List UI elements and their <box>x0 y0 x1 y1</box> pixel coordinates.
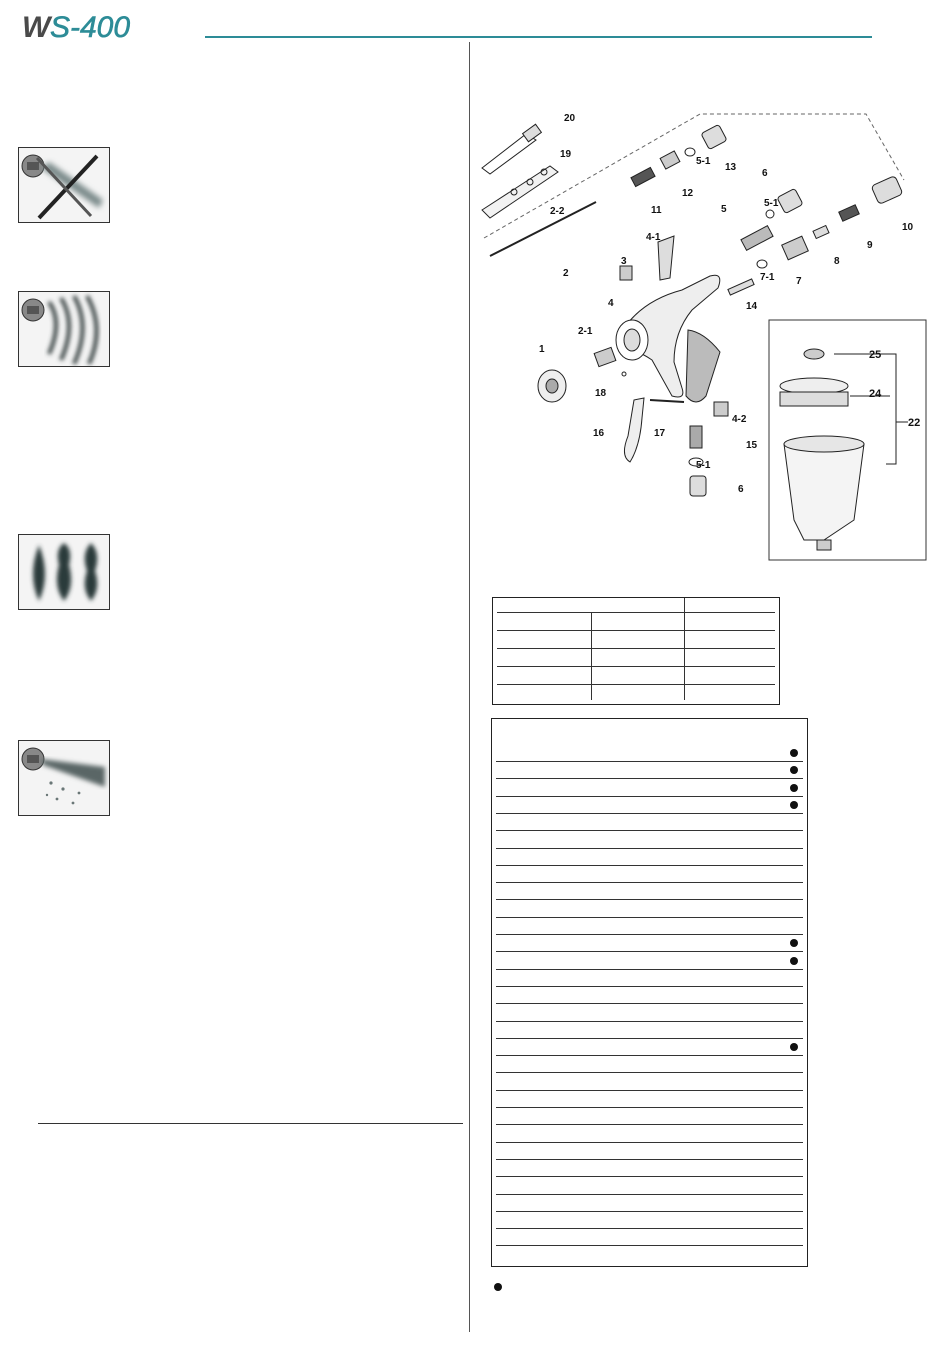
table-row-rule <box>496 1055 803 1056</box>
table-row-rule <box>496 761 803 762</box>
ws-400-logo <box>22 10 207 44</box>
table-row-rule <box>496 796 803 797</box>
svg-text:7: 7 <box>796 276 802 287</box>
table-row-rule <box>496 1176 803 1177</box>
table-row-rule <box>496 1090 803 1091</box>
svg-text:3: 3 <box>621 256 627 267</box>
svg-text:4-1: 4-1 <box>646 232 661 243</box>
svg-text:5-1: 5-1 <box>764 198 779 209</box>
table-row-rule <box>496 1072 803 1073</box>
table-row-rule <box>496 1142 803 1143</box>
svg-text:18: 18 <box>595 388 607 399</box>
table-row-rule <box>496 969 803 970</box>
row-marker-dot <box>790 957 798 965</box>
footnote-rule <box>38 1123 463 1124</box>
spitting-spray-icon <box>18 740 110 816</box>
table-row-rule <box>496 951 803 952</box>
svg-text:4-2: 4-2 <box>732 414 747 425</box>
svg-text:22: 22 <box>908 417 921 429</box>
svg-text:2-1: 2-1 <box>578 326 593 337</box>
table-row-rule <box>496 882 803 883</box>
table-row-rule <box>496 917 803 918</box>
svg-text:10: 10 <box>902 222 914 233</box>
header-rule <box>205 36 872 38</box>
table-row-rule <box>496 899 803 900</box>
column-divider <box>469 42 470 1332</box>
row-marker-dot <box>790 784 798 792</box>
incorrect-spray-icon <box>18 147 110 223</box>
svg-text:2: 2 <box>563 268 569 279</box>
svg-text:9: 9 <box>867 240 873 251</box>
spray-pattern-shapes-icon <box>18 534 110 610</box>
row-marker-dot <box>790 939 798 947</box>
table-row-rule <box>496 848 803 849</box>
table-row-rule <box>496 1003 803 1004</box>
svg-text:8: 8 <box>834 256 840 267</box>
table-row-rule <box>496 1211 803 1212</box>
spec-table <box>492 597 780 705</box>
table-row-rule <box>496 1228 803 1229</box>
table-row-rule <box>496 1038 803 1039</box>
table-row-rule <box>496 778 803 779</box>
table-row-rule <box>496 1159 803 1160</box>
svg-text:14: 14 <box>746 301 758 312</box>
svg-text:16: 16 <box>593 428 605 439</box>
spray-bands-icon <box>18 291 110 367</box>
svg-text:20: 20 <box>564 113 576 124</box>
svg-text:24: 24 <box>869 388 882 400</box>
svg-text:2-2: 2-2 <box>550 206 565 217</box>
exploded-parts-diagram <box>474 100 930 570</box>
table-row-rule <box>496 1107 803 1108</box>
table-row-rule <box>496 1194 803 1195</box>
svg-text:S-400: S-400 <box>50 11 131 44</box>
table-row-rule <box>496 1245 803 1246</box>
svg-text:11: 11 <box>651 205 662 216</box>
svg-text:25: 25 <box>869 349 882 361</box>
svg-text:5: 5 <box>721 204 727 215</box>
table-row-rule <box>496 813 803 814</box>
svg-text:13: 13 <box>725 162 737 173</box>
svg-text:6: 6 <box>738 484 744 495</box>
table-row-rule <box>496 986 803 987</box>
row-marker-dot <box>790 1043 798 1051</box>
row-marker-dot <box>790 801 798 809</box>
legend-bullet <box>494 1283 502 1291</box>
svg-text:17: 17 <box>654 428 666 439</box>
table-row-rule <box>496 1021 803 1022</box>
svg-text:6: 6 <box>762 168 768 179</box>
svg-text:4: 4 <box>608 298 614 309</box>
svg-text:5-1: 5-1 <box>696 460 711 471</box>
svg-text:15: 15 <box>746 440 758 451</box>
row-marker-dot <box>790 766 798 774</box>
svg-text:19: 19 <box>560 149 572 160</box>
svg-text:12: 12 <box>682 188 694 199</box>
table-row-rule <box>496 865 803 866</box>
svg-text:7-1: 7-1 <box>760 272 775 283</box>
row-marker-dot <box>790 749 798 757</box>
table-row-rule <box>496 1124 803 1125</box>
table-row-rule <box>496 934 803 935</box>
table-row-rule <box>496 830 803 831</box>
parts-list-table <box>491 718 808 1267</box>
svg-text:1: 1 <box>539 344 545 355</box>
svg-text:5-1: 5-1 <box>696 156 711 167</box>
svg-text:W: W <box>22 11 51 44</box>
